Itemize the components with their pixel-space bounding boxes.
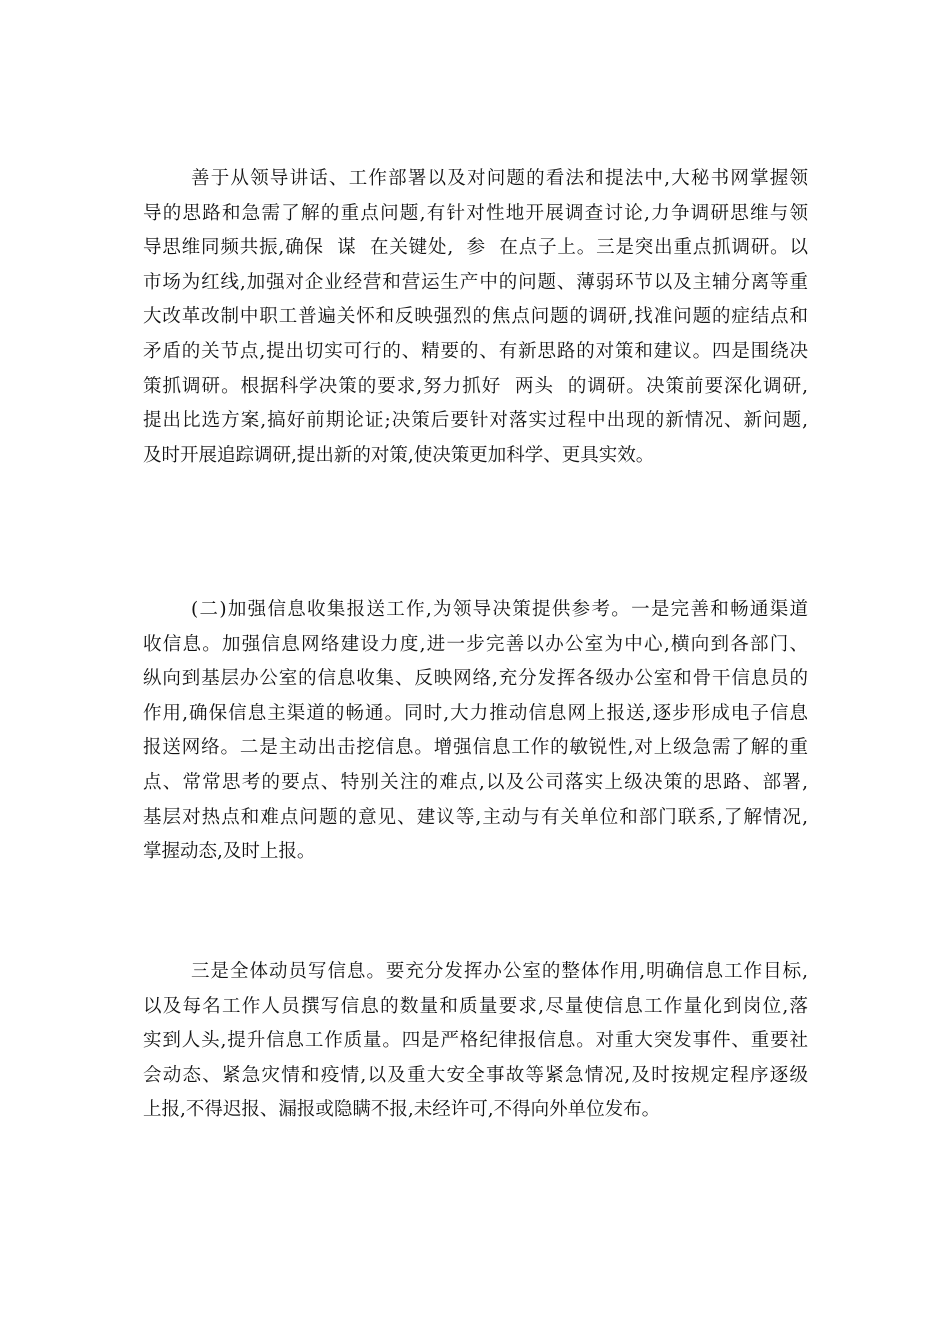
paragraph-line: 大改革改制中职工普遍关怀和反映强烈的焦点问题的调研,找准问题的症结点和 bbox=[143, 306, 808, 328]
paragraph-line: 及时开展追踪调研,提出新的对策,使决策更加科学、更具实效。 bbox=[143, 444, 655, 466]
paragraph-line: (二)加强信息收集报送工作,为领导决策提供参考。一是完善和畅通渠道 bbox=[191, 599, 808, 620]
paragraph-line: 三是全体动员写信息。要充分发挥办公室的整体作用,明确信息工作目标, bbox=[191, 961, 808, 982]
paragraph-line: 以及每名工作人员撰写信息的数量和质量要求,尽量使信息工作量化到岗位,落 bbox=[143, 995, 808, 1017]
paragraph-line: 矛盾的关节点,提出切实可行的、精要的、有新思路的对策和建议。四是围绕决 bbox=[143, 340, 808, 362]
paragraph-line: 会动态、紧急灾情和疫情,以及重大安全事故等紧急情况,及时按规定程序逐级 bbox=[143, 1064, 808, 1086]
paragraph-line: 导思维同频共振,确保 谋 在关键处, 参 在点子上。三是突出重点抓调研。以 bbox=[143, 237, 808, 259]
paragraph-information-collection bbox=[143, 593, 808, 870]
paragraph-line: 实到人头,提升信息工作质量。四是严格纪律报信息。对重大突发事件、重要社 bbox=[143, 1030, 808, 1052]
paragraph-line: 善于从领导讲话、工作部署以及对问题的看法和提法中,大秘书网掌握领 bbox=[191, 168, 808, 189]
paragraph-information-writing bbox=[143, 955, 808, 1128]
paragraph-research bbox=[143, 162, 808, 473]
paragraph-line: 报送网络。二是主动出击挖信息。增强信息工作的敏锐性,对上级急需了解的重 bbox=[143, 737, 808, 759]
paragraph-line: 上报,不得迟报、漏报或隐瞒不报,未经许可,不得向外单位发布。 bbox=[143, 1099, 661, 1121]
paragraph-line: 收信息。加强信息网络建设力度,进一步完善以办公室为中心,横向到各部门、 bbox=[143, 633, 808, 655]
paragraph-line: 市场为红线,加强对企业经营和营运生产中的问题、薄弱环节以及主辅分离等重 bbox=[143, 271, 808, 293]
paragraph-line: 点、常常思考的要点、特别关注的难点,以及公司落实上级决策的思路、部署, bbox=[143, 771, 808, 793]
paragraph-line: 作用,确保信息主渠道的畅通。同时,大力推动信息网上报送,逐步形成电子信息 bbox=[143, 702, 808, 724]
paragraph-line: 策抓调研。根据科学决策的要求,努力抓好 两头 的调研。决策前要深化调研, bbox=[143, 375, 808, 397]
paragraph-line: 基层对热点和难点问题的意见、建议等,主动与有关单位和部门联系,了解情况, bbox=[143, 806, 808, 828]
paragraph-line: 导的思路和急需了解的重点问题,有针对性地开展调查讨论,力争调研思维与领 bbox=[143, 202, 808, 224]
paragraph-line: 提出比选方案,搞好前期论证;决策后要针对落实过程中出现的新情况、新问题, bbox=[143, 410, 808, 432]
paragraph-line: 掌握动态,及时上报。 bbox=[143, 841, 316, 863]
paragraph-line: 纵向到基层办公室的信息收集、反映网络,充分发挥各级办公室和骨干信息员的 bbox=[143, 668, 808, 690]
